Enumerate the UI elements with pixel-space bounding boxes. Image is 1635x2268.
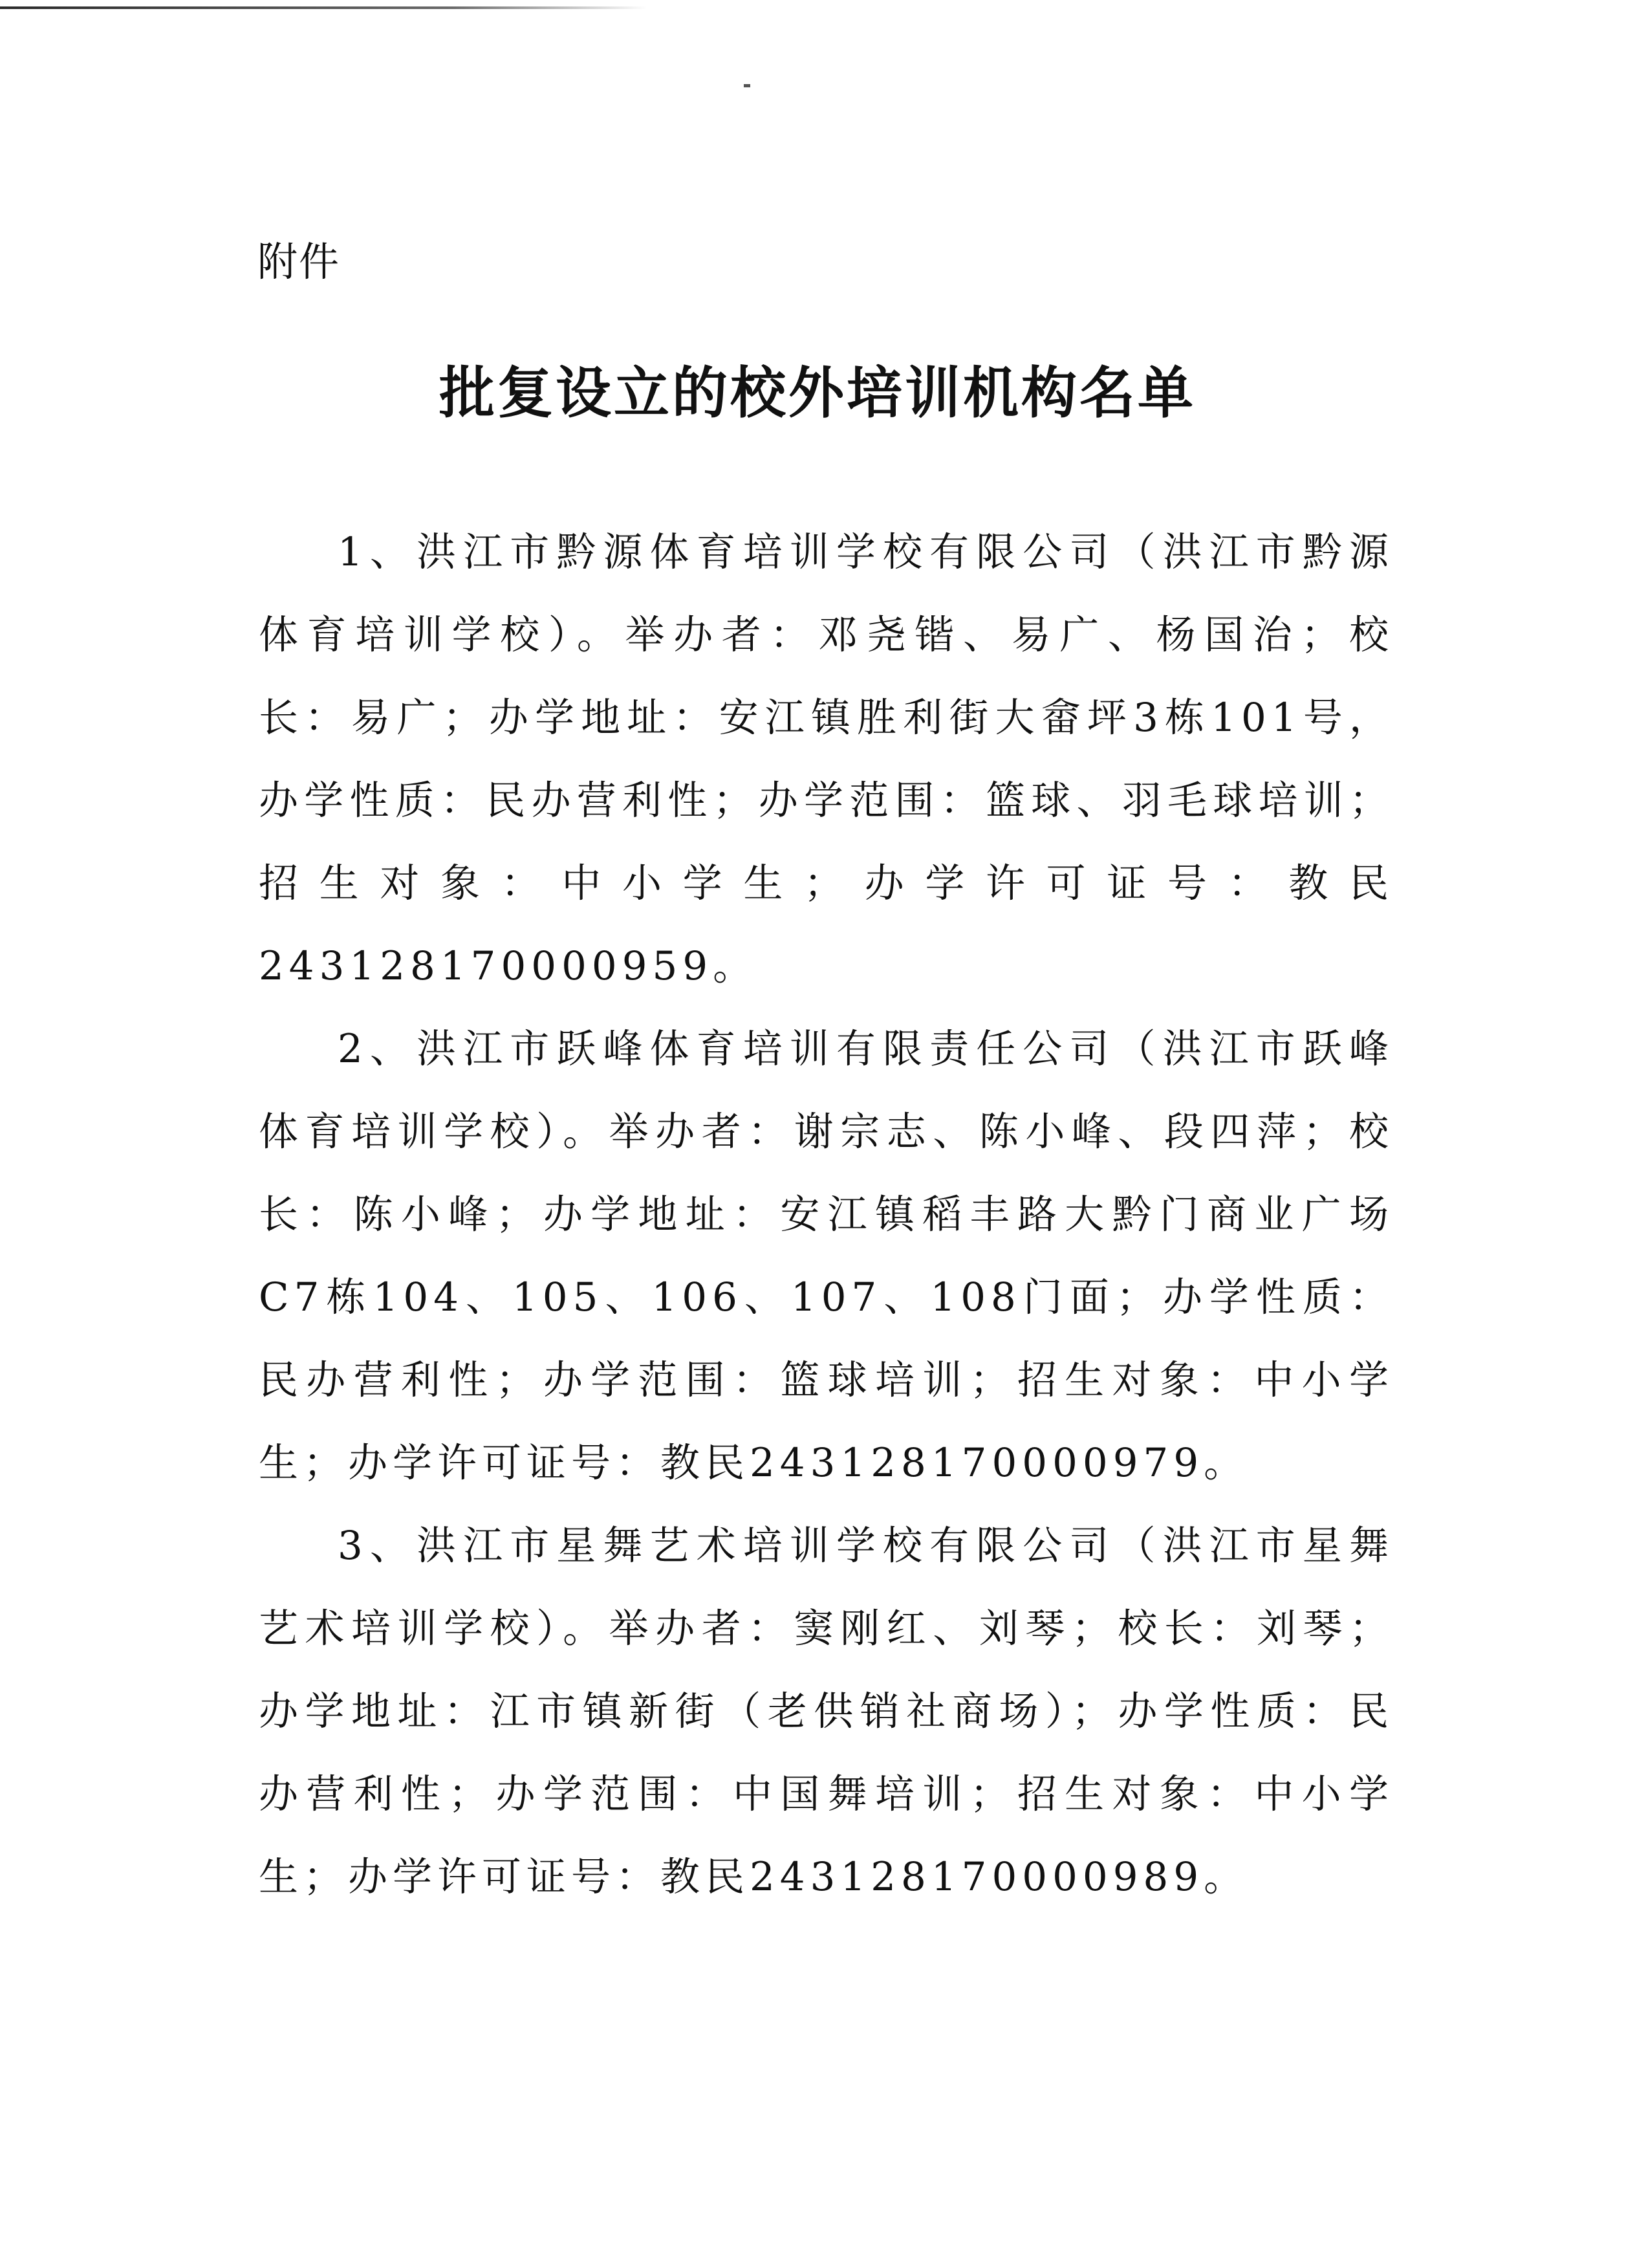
institution-entry-1: 1、洪江市黔源体育培训学校有限公司（洪江市黔源体育培训学校）。举办者：邓尧锴、易广、杨国治；校长：易广；办学地址：安江镇胜利街大畲坪3栋101号，办学性质：民办营利性；办学范围：篮球、羽毛球培训；招生对象：中小学生；办学许可证号：教民243128170000959。 xyxy=(259,529,1394,989)
institution-entry-3: 3、洪江市星舞艺术培训学校有限公司（洪江市星舞艺术培训学校）。举办者：窦刚红、刘琴；校长：刘琴；办学地址：江市镇新街（老供销社商场）；办学性质：民办营利性；办学范围：中国舞培训；招生对象：中小学生；办学许可证号：教民243128170000989。 xyxy=(259,1523,1394,1900)
scan-edge-line xyxy=(0,6,647,9)
scan-mark xyxy=(744,84,750,87)
institution-entry-2: 2、洪江市跃峰体育培训有限责任公司（洪江市跃峰体育培训学校）。举办者：谢宗志、陈小峰、段四萍；校长：陈小峰；办学地址：安江镇稻丰路大黔门商业广场C7栋104、105、106、107、108门面；办学性质：民办营利性；办学范围：篮球培训；招生对象：中小学生；办学许可证号：教民243128170000979。 xyxy=(259,1026,1394,1486)
institution-list xyxy=(259,511,1394,1919)
document-title: 批复设立的校外培训机构名单 xyxy=(439,360,1196,426)
attachment-label: 附件 xyxy=(257,238,341,285)
